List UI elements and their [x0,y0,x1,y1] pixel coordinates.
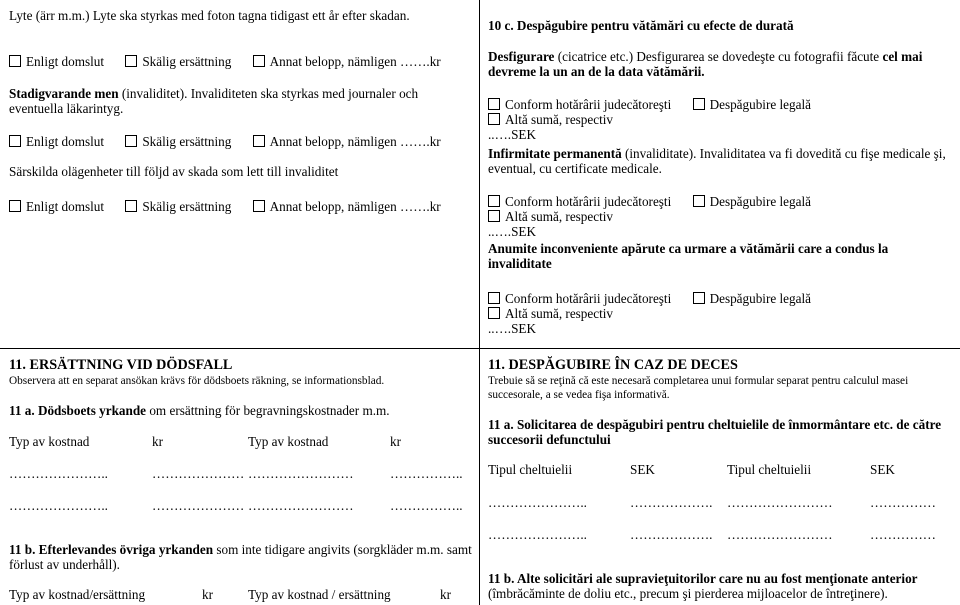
checkbox[interactable] [488,307,500,319]
ro-dots-row[interactable]: ………………….. ………………. …………………… …………… [488,495,936,510]
checkbox[interactable] [488,195,500,207]
checkbox[interactable] [488,98,500,110]
ro-desfigurare: Desfigurare (cicatrice etc.) Desfigurarea se dovedeşte cu fotografii făcute cel mai devreme la un an de la data vătămării. [488,49,923,79]
checkbox[interactable] [125,200,137,212]
ro-section-11-note: Trebuie să se reţină că este necesară completarea unui formular separat pentru calculul masei succesorale, a se vedea fişa informativă. [488,375,909,401]
sv-section-11-title: 11. ERSÄTTNING VID DÖDSFALL [9,357,233,373]
ro-anumite: Anumite inconveniente apărute ca urmare a vătămării care a condus la invaliditate [488,241,889,271]
checkbox[interactable] [488,210,500,222]
ro-dots-row[interactable]: ………………….. ………………. …………………… …………… [488,527,936,542]
sv-11b: 11 b. Efterlevandes övriga yrkanden som inte tidigare angivits (sorgkläder m.m. samt förlust av underhåll). [9,542,472,572]
sv-options-3: Enligt domslut Skälig ersättning Annat belopp, nämligen …….kr [9,199,474,214]
ro-section-11-title: 11. DESPĂGUBIRE ÎN CAZ DE DECES [488,357,738,373]
sv-dots-row[interactable]: ………………….. ………………… …………………… …………….. [9,466,463,481]
checkbox[interactable] [9,200,21,212]
checkbox[interactable] [253,135,265,147]
sv-table2-head: Typ av kostnad/ersättning kr Typ av kostnad / ersättning kr [9,587,451,602]
checkbox[interactable] [125,135,137,147]
checkbox[interactable] [253,55,265,67]
checkbox[interactable] [693,195,705,207]
sv-table-head: Typ av kostnad kr Typ av kostnad kr [9,434,401,449]
sv-options-2: Enligt domslut Skälig ersättning Annat belopp, nämligen …….kr [9,134,474,149]
sv-section-11-note: Observera att en separat ansökan krävs för dödsboets räkning, se informationsblad. [9,375,385,387]
ro-options-3: Conform hotărârii judecătoreşti Despăgubire legală Altă sumă, respectiv ..….SEK [488,291,811,336]
checkbox[interactable] [488,113,500,125]
ro-table-head: Tipul cheltuielii SEK Tipul cheltuielii SEK [488,462,895,477]
checkbox[interactable] [125,55,137,67]
section-divider [0,348,960,349]
sv-11a: 11 a. Dödsboets yrkande om ersättning för begravningskostnader m.m. [9,403,390,418]
sv-dots-row[interactable]: ………………….. ………………… …………………… …………….. [9,498,463,513]
ro-options-1: Conform hotărârii judecătoreşti Despăgubire legală Altă sumă, respectiv ..….SEK [488,97,811,142]
checkbox[interactable] [693,98,705,110]
checkbox[interactable] [9,135,21,147]
ro-options-2: Conform hotărârii judecătoreşti Despăgubire legală Altă sumă, respectiv ..….SEK [488,194,811,239]
checkbox[interactable] [253,200,265,212]
checkbox[interactable] [693,292,705,304]
checkbox[interactable] [9,55,21,67]
ro-11a: 11 a. Solicitarea de despăgubiri pentru cheltuielile de înmormântare etc. de către succesorii defunctului [488,417,942,447]
sv-sarskilda: Särskilda olägenheter till följd av skada som lett till invaliditet [9,164,339,179]
checkbox[interactable] [488,292,500,304]
sv-stadigvarande: Stadigvarande men (invaliditet). Invaliditeten ska styrkas med journaler och eventuella läkarintyg. [9,86,419,116]
ro-infirmitate: Infirmitate permanentă (invaliditate). Invaliditatea va fi dovedită cu fişe medicale şi, eventual, cu certificate medicale. [488,146,946,176]
ro-section-10c-title: 10 c. Despăgubire pentru vătămări cu efecte de durată [488,18,794,33]
sv-options-1: Enligt domslut Skälig ersättning Annat belopp, nämligen …….kr [9,54,474,69]
ro-11b: 11 b. Alte solicitări ale supravieţuitorilor care nu au fost menţionate anterior (îmbrăcăminte de doliu etc., precum şi pierderea mijloacelor de întreţinere). [488,571,918,601]
sv-intro: Lyte (ärr m.m.) Lyte ska styrkas med foton tagna tidigast ett år efter skadan. [9,8,410,23]
column-divider [479,0,480,605]
